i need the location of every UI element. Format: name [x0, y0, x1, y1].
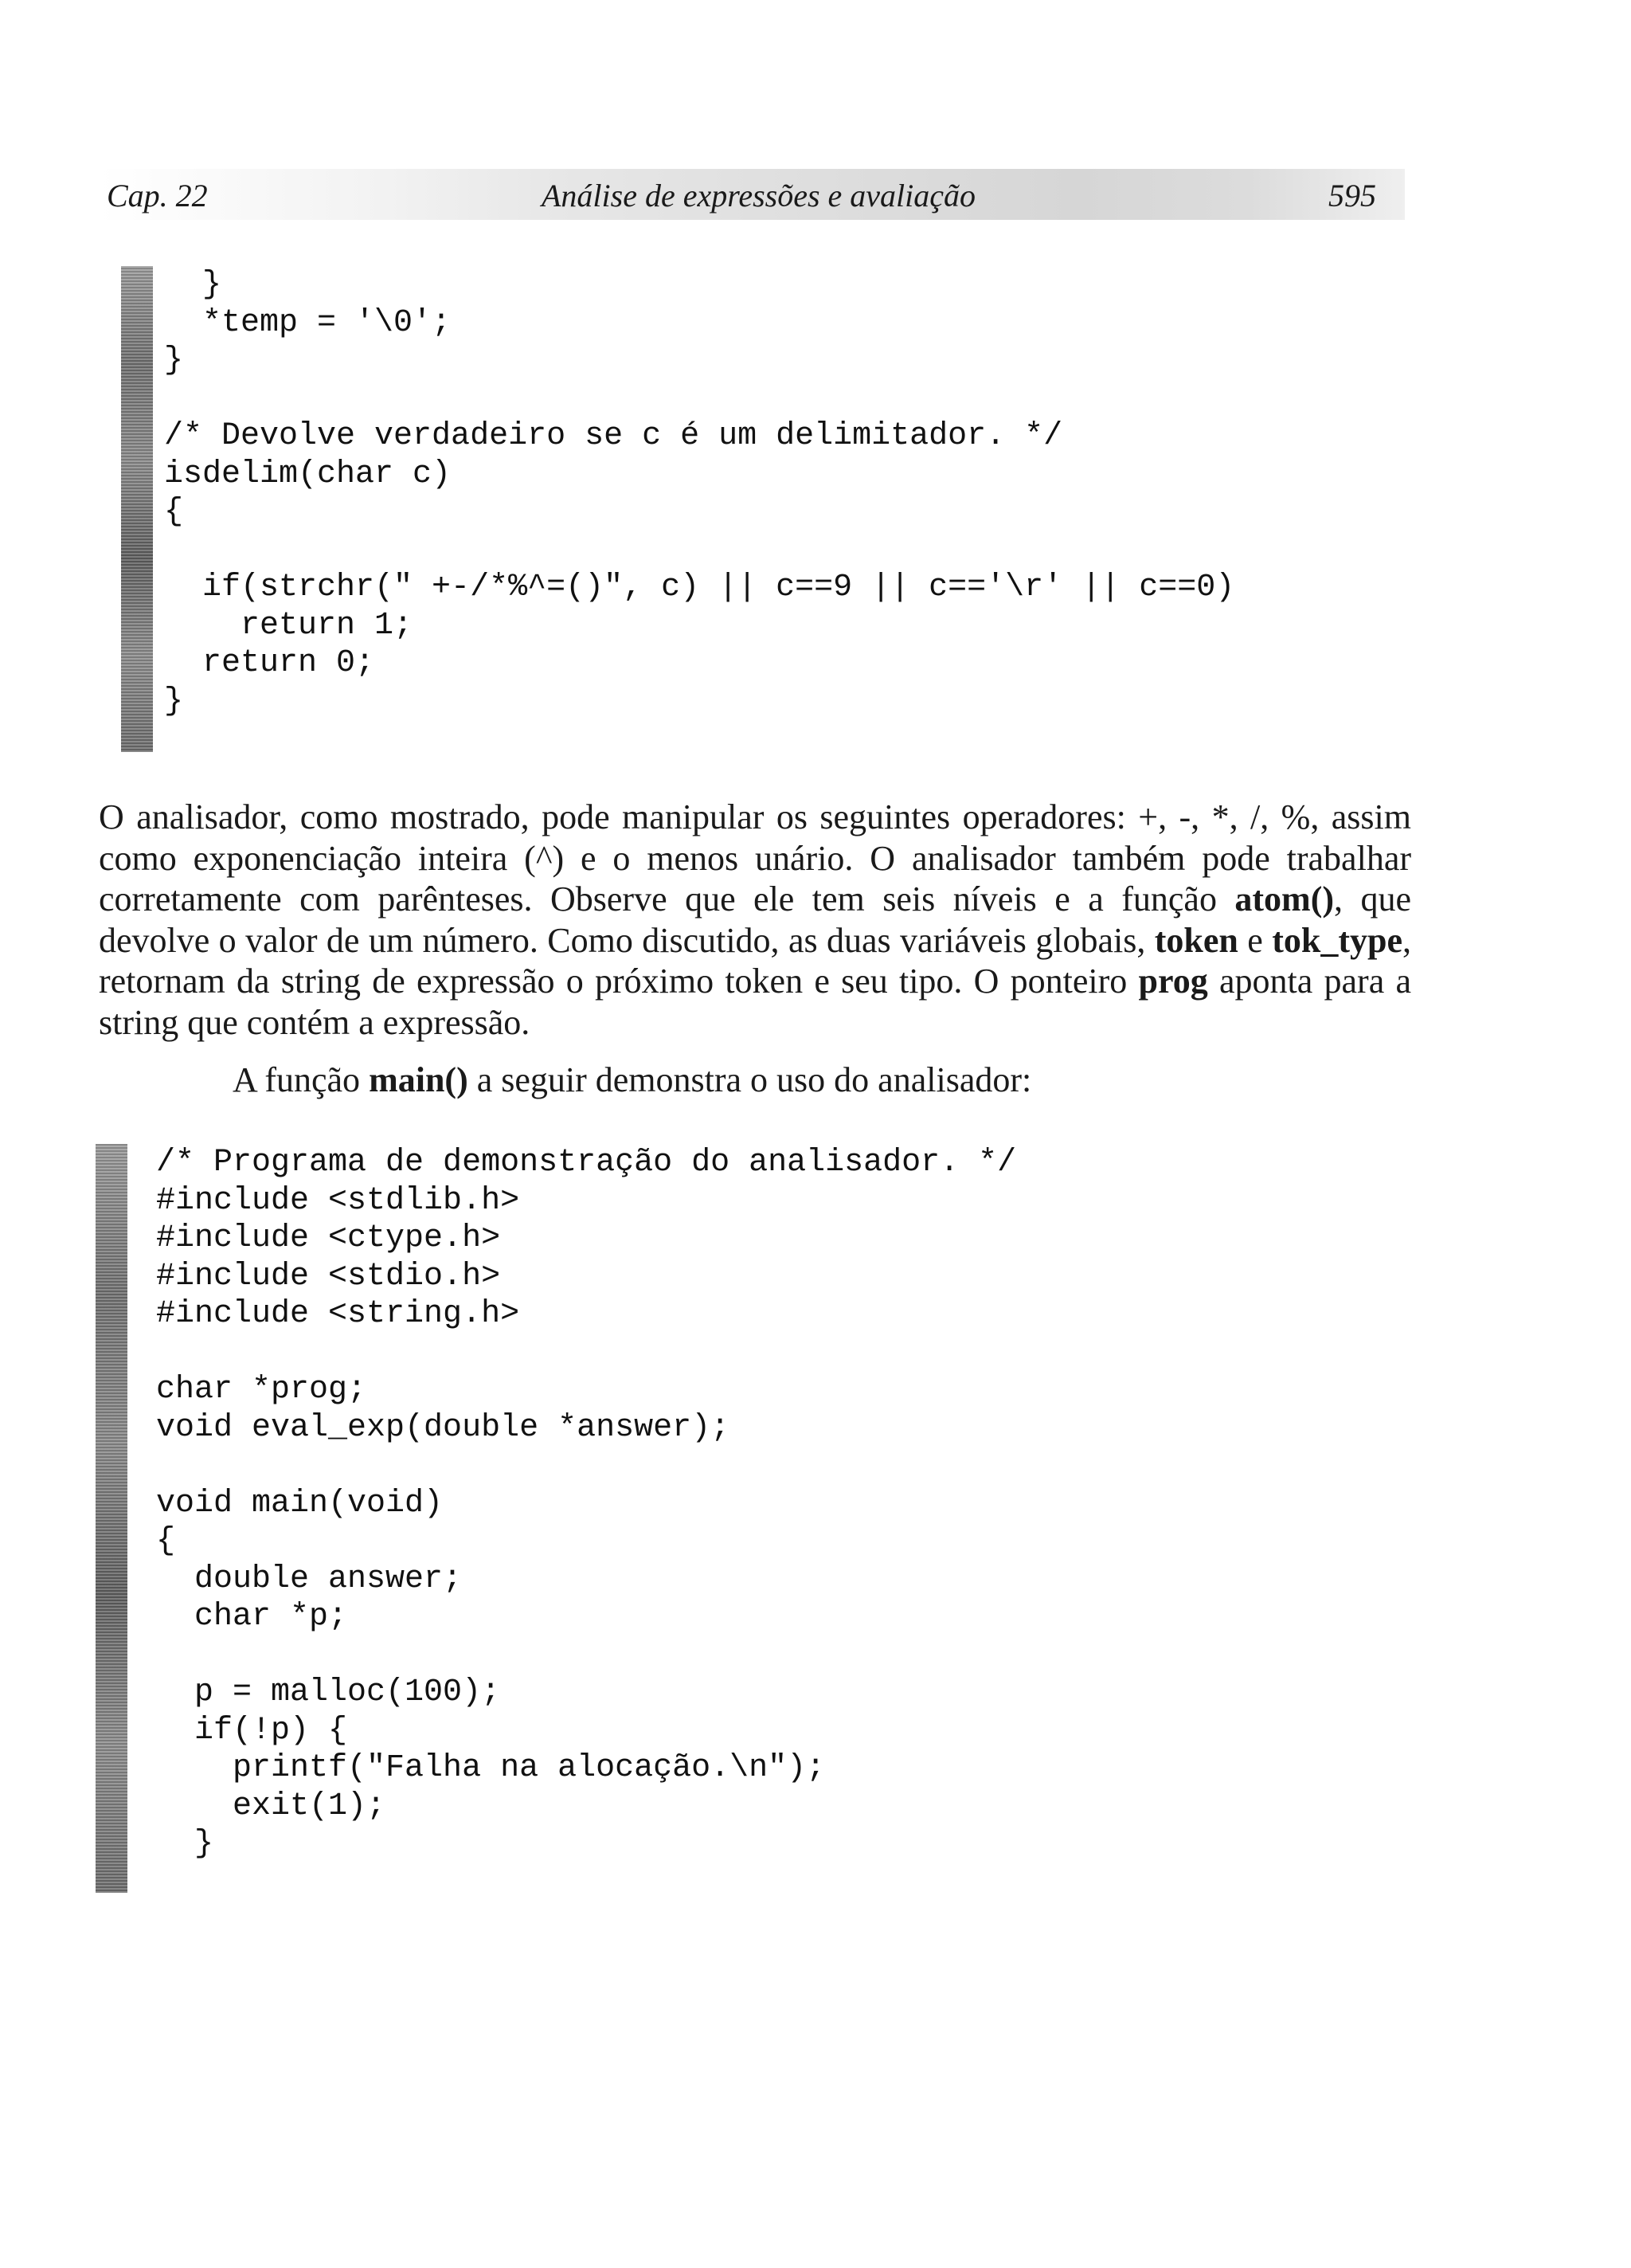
code-line: }	[164, 267, 222, 303]
paragraph-text: aponta para a string que contém a expressão.	[99, 962, 1411, 1042]
code-line: char *prog;	[156, 1372, 367, 1408]
bold-term: tok_type	[1272, 920, 1403, 960]
code-margin-bar	[121, 266, 153, 752]
chapter-title: Análise de expressões e avaliação	[542, 178, 976, 213]
code-listing-main	[156, 1144, 1016, 1863]
paragraph-text: , que devolve o valor de um número. Como discutido, as duas variáveis globais,	[99, 879, 1412, 960]
intro-after: a seguir demonstra o uso do analisador:	[467, 1060, 1032, 1099]
code-line: return 1;	[164, 607, 413, 644]
code-line: return 0;	[164, 645, 375, 681]
code-line: printf("Falha na alocação.\n");	[156, 1750, 826, 1786]
paragraph-text: e	[1238, 920, 1273, 960]
code-line: isdelim(char c)	[164, 456, 452, 492]
body-paragraph	[99, 797, 1411, 1043]
code-line: void main(void)	[156, 1485, 444, 1522]
code-line: if(strchr(" +-/*%^=()", c) || c==9 || c=='\r' || c==0)	[164, 570, 1235, 605]
code-line: if(!p) {	[156, 1712, 348, 1749]
code-line: #include <ctype.h>	[156, 1220, 501, 1256]
code-line: *temp = '\0';	[164, 304, 452, 341]
code-line: double answer;	[156, 1561, 463, 1597]
code-line: {	[156, 1523, 176, 1559]
code-line: /* Devolve verdadeiro se c é um delimitador. */	[164, 418, 1063, 454]
code-line: #include <string.h>	[156, 1296, 520, 1332]
chapter-label: Cap. 22	[107, 178, 208, 213]
code-line: p = malloc(100);	[156, 1675, 501, 1710]
code-line: }	[164, 683, 184, 719]
code-line: #include <stdlib.h>	[156, 1182, 520, 1219]
bold-term: atom()	[1234, 879, 1335, 919]
intro-before: A função	[233, 1060, 370, 1099]
intro-function-name: main()	[369, 1060, 468, 1099]
code-line: #include <stdio.h>	[156, 1258, 501, 1295]
code-margin-bar	[96, 1144, 127, 1893]
bold-term: token	[1154, 920, 1238, 960]
code-line: }	[156, 1826, 214, 1862]
paragraph-text: O analisador, como mostrado, pode manipular os seguintes operadores: +, -, *, /, %, assim como exponenciação inteira (^) e o menos unário. O analisador também pode trabalhar corretamente com parênteses. Observe que ele tem seis níveis e a função	[99, 797, 1411, 919]
code-line: }	[164, 343, 184, 378]
code-listing-isdelim	[164, 266, 1234, 720]
code-line: void eval_exp(double *answer);	[156, 1409, 730, 1446]
code-line: char *p;	[156, 1599, 348, 1635]
code-line: {	[164, 494, 184, 530]
page-number: 595	[1328, 178, 1376, 213]
paragraph-text: , retornam da string de expressão o próximo token e seu tipo. O ponteiro	[99, 920, 1412, 1001]
intro-sentence	[233, 1060, 1031, 1100]
bold-term: prog	[1138, 962, 1208, 1001]
code-line: exit(1);	[156, 1788, 386, 1824]
running-header	[99, 169, 1405, 220]
code-line: /* Programa de demonstração do analisador. */	[156, 1145, 1017, 1181]
